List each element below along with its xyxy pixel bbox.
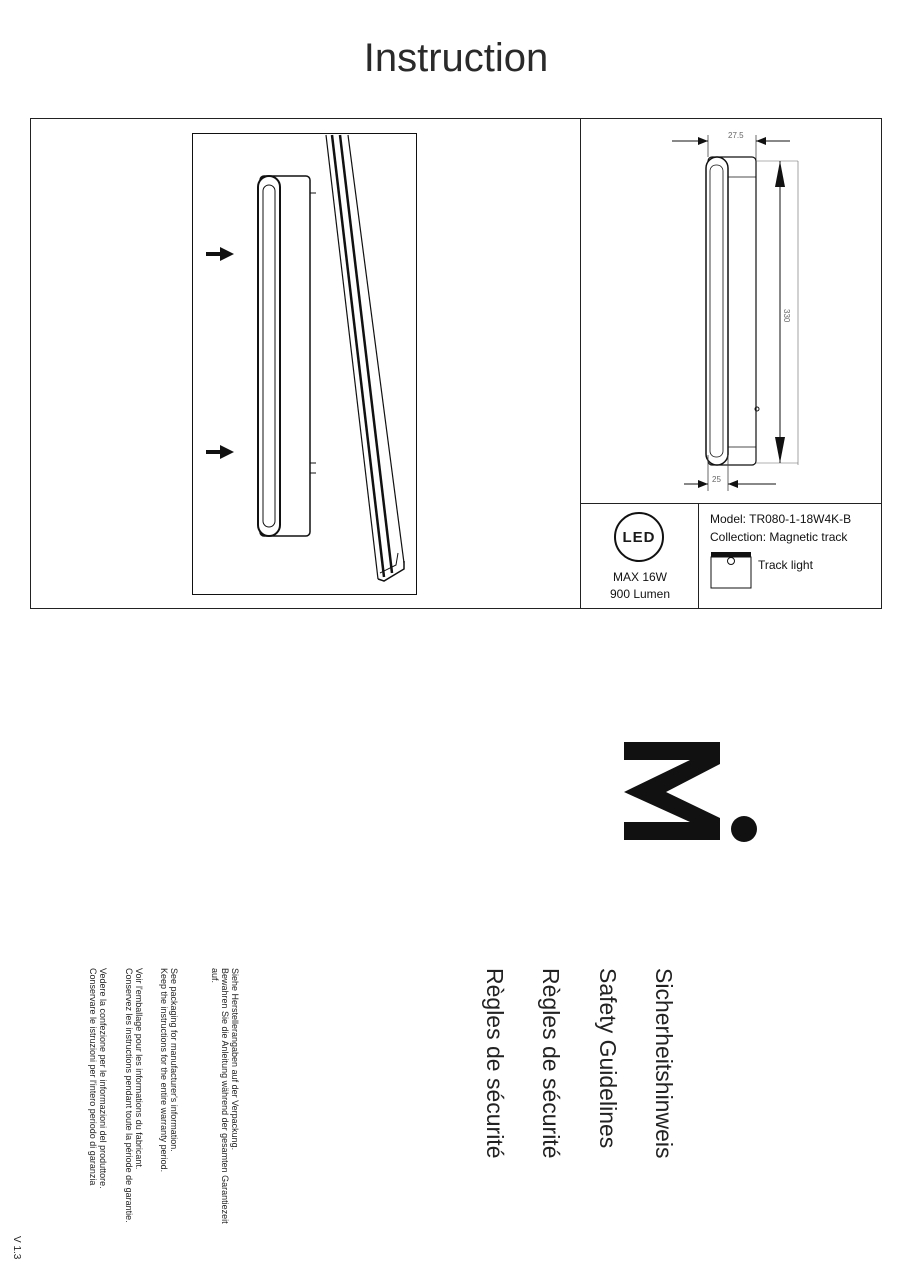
collection-name: Collection: Magnetic track xyxy=(710,530,848,544)
frame-divider xyxy=(698,503,699,609)
led-icon xyxy=(614,512,664,562)
lamp-front xyxy=(258,176,280,536)
insert-arrow-icon xyxy=(206,247,234,261)
installation-illustration xyxy=(192,133,418,595)
lumen-rating: 900 Lumen xyxy=(609,587,671,601)
track-light-icon xyxy=(710,550,752,590)
note-it: Vedere la confezione per le informazioni del produttore. Conservare le istruzioni per l'intero periodo di garanzia xyxy=(88,968,108,1189)
note-fr: Voir l'emballage pour les informations du fabricant. Conservez les instructions pendant toute la période de garantie. xyxy=(124,968,144,1223)
frame-divider xyxy=(580,118,581,609)
safety-heading-de: Sicherheitshinweis xyxy=(651,968,677,1159)
page-title: Instruction xyxy=(363,36,549,80)
note-en: See packaging for manufacturer's information. Keep the instructions for the entire warranty period. xyxy=(159,968,179,1173)
safety-heading-fr-2: Règles de sécurité xyxy=(482,968,508,1159)
dimension-drawing xyxy=(660,125,810,497)
width-bottom-label: 25 xyxy=(712,475,721,484)
magnetic-track-rail xyxy=(326,135,404,581)
product-type: Track light xyxy=(758,558,813,572)
brand-logo xyxy=(622,742,762,846)
model-number: Model: TR080-1-18W4K-B xyxy=(710,512,852,526)
safety-heading-en: Safety Guidelines xyxy=(595,968,621,1149)
frame-divider xyxy=(580,503,882,504)
insert-arrow-icon xyxy=(206,445,234,459)
safety-heading-fr: Règles de sécurité xyxy=(538,968,564,1159)
led-icon-text: LED xyxy=(622,528,656,546)
power-rating: MAX 16W xyxy=(612,570,667,584)
version-label: V 1.3 xyxy=(11,1236,22,1260)
width-top-label: 27.5 xyxy=(728,131,744,140)
note-de: Siehe Herstellerangaben auf der Verpackung. Bewahren Sie die Anleitung während der gesamten Garantiezeit auf. xyxy=(210,968,240,1224)
height-label: 330 xyxy=(782,309,791,323)
